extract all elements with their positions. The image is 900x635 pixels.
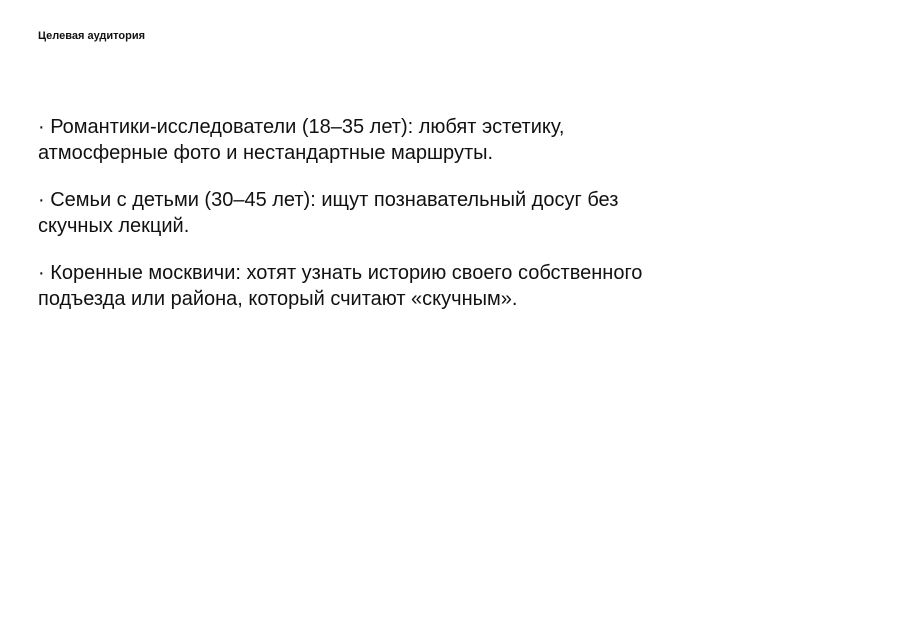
audience-item-romantic-explorers: [38, 114, 738, 166]
audience-item-line: · Коренные москвичи: хотят узнать историю своего собственного: [38, 262, 643, 284]
audience-item-line: · Семьи с детьми (30–45 лет): ищут познавательный досуг без: [38, 189, 619, 211]
audience-item-native-muscovites: [38, 260, 738, 312]
audience-list: [38, 114, 738, 333]
slide-title: Целевая аудитория: [38, 30, 146, 42]
audience-item-line: атмосферные фото и нестандартные маршруты.: [38, 142, 494, 164]
audience-item-line: скучных лекций.: [38, 215, 190, 237]
audience-item-line: подъезда или района, который считают «скучным».: [38, 288, 518, 310]
audience-item-line: · Романтики-исследователи (18–35 лет): любят эстетику,: [38, 116, 565, 138]
audience-item-families: [38, 187, 738, 239]
